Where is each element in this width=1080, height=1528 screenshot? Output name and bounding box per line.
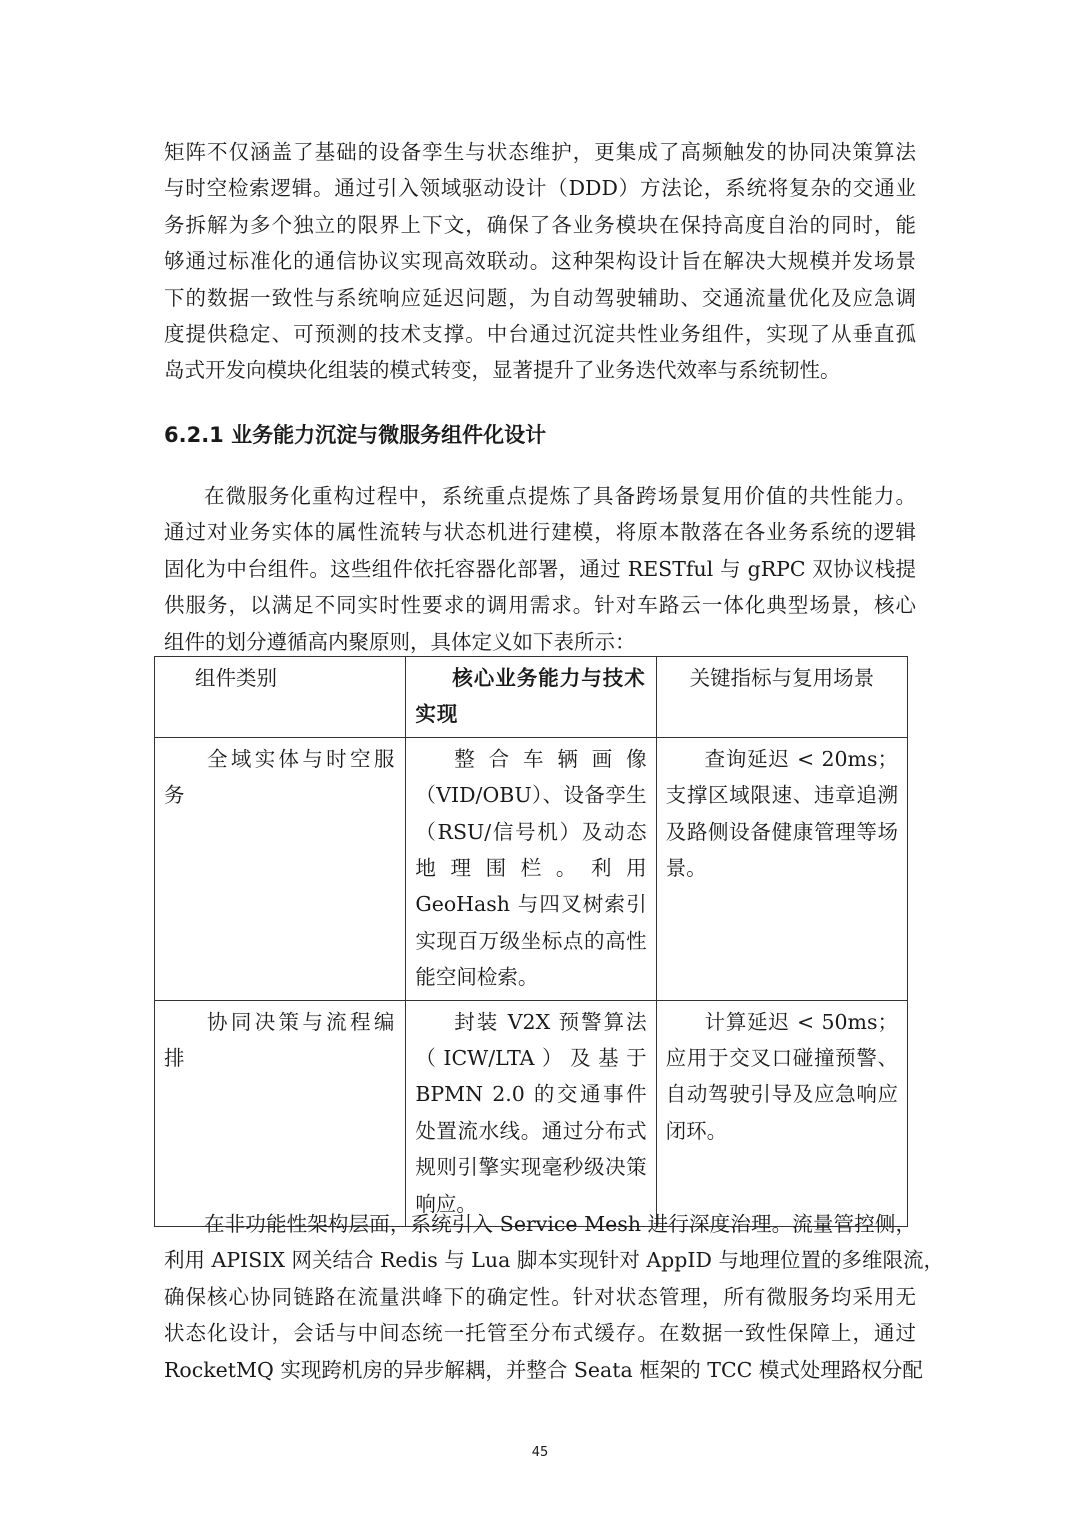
table-cell-category: 全域实体与时空服务 (155, 737, 406, 1000)
paragraph-line: 利用 APISIX 网关结合 Redis 与 Lua 脚本实现针对 AppID 与地理位置的多维限流， (164, 1248, 944, 1273)
paragraph-line: RocketMQ 实现跨机房的异步解耦，并整合 Seata 框架的 TCC 模式处理路权分配 (164, 1357, 923, 1382)
page-number: 45 (531, 1445, 549, 1460)
table-cell-category: 协同决策与流程编排 (155, 1000, 406, 1226)
paragraph-line: 组件的划分遵循高内聚原则，具体定义如下表所示： (164, 629, 636, 654)
intro-paragraph (164, 134, 916, 389)
table-header-cell: 核心业务能力与技术实现 (406, 657, 656, 738)
paragraph-line: 矩阵不仅涵盖了基础的设备孪生与状态维护，更集成了高频触发的协同决策算法 (164, 140, 916, 164)
paragraph-line: 岛式开发向模块化组装的模式转变，显著提升了业务迭代效率与系统韧性。 (164, 358, 841, 383)
paragraph-line: 务拆解为多个独立的限界上下文，确保了各业务模块在保持高度自治的同时，能 (164, 212, 916, 237)
body-paragraph (164, 1206, 944, 1388)
component-table (154, 656, 908, 1227)
paragraph-line: 供服务，以满足不同实时性要求的调用需求。针对车路云一体化典型场景，核心 (164, 593, 916, 618)
table-cell-capability: 封装 V2X 预警算法（ICW/LTA）及基于 BPMN 2.0 的交通事件处置流水线。通过分布式规则引擎实现毫秒级决策响应。 (406, 1000, 656, 1226)
paragraph-line: 确保核心协同链路在流量洪峰下的确定性。针对状态管理，所有微服务均采用无 (164, 1284, 916, 1309)
table-row (155, 1000, 908, 1226)
table-cell-metrics: 查询延迟 < 20ms；支撑区域限速、违章追溯及路侧设备健康管理等场景。 (656, 737, 907, 1000)
section-heading: 6.2.1 业务能力沉淀与微服务组件化设计 (164, 423, 547, 447)
table-cell-capability: 整合车辆画像（VID/OBU）、设备孪生（RSU/信号机）及动态地理围栏。利用 GeoHash 与四叉树索引实现百万级坐标点的高性能空间检索。 (406, 737, 656, 1000)
table-cell-metrics: 计算延迟 < 50ms；应用于交叉口碰撞预警、自动驾驶引导及应急响应闭环。 (656, 1000, 907, 1226)
paragraph-line: 在微服务化重构过程中，系统重点提炼了具备跨场景复用价值的共性能力。 (204, 484, 916, 508)
paragraph-line: 状态化设计，会话与中间态统一托管至分布式缓存。在数据一致性保障上，通过 (164, 1321, 916, 1346)
paragraph-line: 够通过标准化的通信协议实现高效联动。这种架构设计旨在解决大规模并发场景 (164, 249, 916, 274)
table-header-cell: 组件类别 (155, 657, 406, 738)
body-paragraph (164, 478, 916, 660)
paragraph-line: 在非功能性架构层面，系统引入 Service Mesh 进行深度治理。流量管控侧， (204, 1212, 916, 1236)
paragraph-line: 通过对业务实体的属性流转与状态机进行建模，将原本散落在各业务系统的逻辑 (164, 520, 916, 545)
paragraph-line: 下的数据一致性与系统响应延迟问题，为自动驾驶辅助、交通流量优化及应急调 (164, 285, 916, 310)
table-header-cell: 关键指标与复用场景 (656, 657, 907, 738)
table-row (155, 737, 908, 1000)
paragraph-line: 度提供稳定、可预测的技术支撑。中台通过沉淀共性业务组件，实现了从垂直孤 (164, 322, 916, 347)
paragraph-line: 与时空检索逻辑。通过引入领域驱动设计（DDD）方法论，系统将复杂的交通业 (164, 176, 916, 201)
table-header-row (155, 657, 908, 738)
paragraph-line: 固化为中台组件。这些组件依托容器化部署，通过 RESTful 与 gRPC 双协议栈提 (164, 556, 916, 581)
